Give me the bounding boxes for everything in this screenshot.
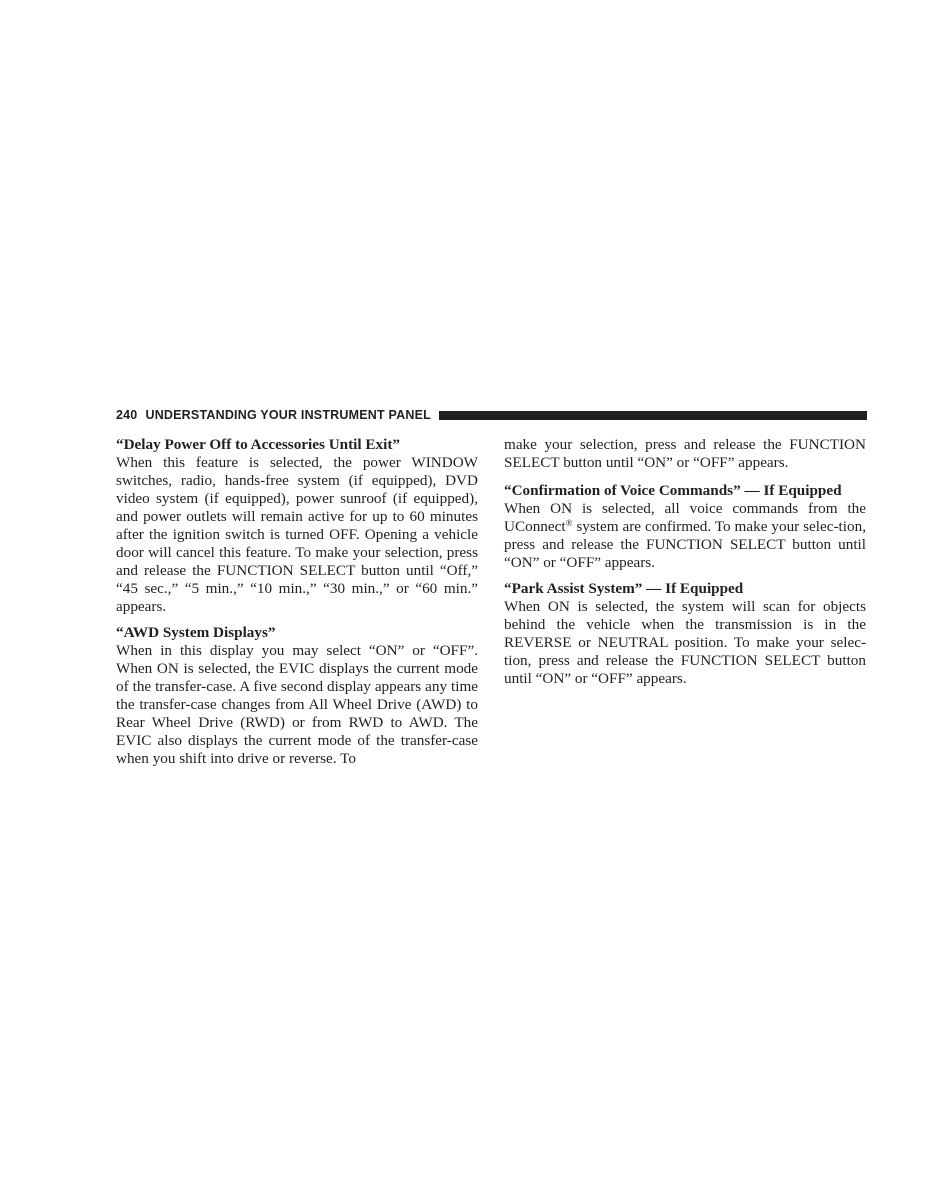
registered-mark: ® <box>565 518 573 528</box>
body-text-before-mark: When ON is selected, all voice commands from the UConnect <box>504 500 866 535</box>
section-body: When this feature is selected, the power WINDOW switches, radio, hands-free system (if equipped), DVD video system (if equipped), power sunroof (if equipped), and power outlets will remain active for up to 60 minutes after the ignition switch is turned OFF. Opening a vehicle door will cancel this feature. To make your selection, press and release the FUNCTION SELECT button until “Off,” “45 sec.,” “5 min.,” “10 min.,” “30 min.,” or “60 min.” appears. <box>116 454 478 615</box>
header-rule <box>439 411 867 420</box>
section-heading: “Delay Power Off to Accessories Until Exit” <box>116 436 401 453</box>
section-confirmation-voice-commands <box>504 482 866 572</box>
section-park-assist-system <box>504 580 866 688</box>
section-heading: “Park Assist System” — If Equipped <box>504 580 744 597</box>
section-body <box>504 500 866 572</box>
running-title: UNDERSTANDING YOUR INSTRUMENT PANEL <box>145 408 431 422</box>
section-body: When ON is selected, the system will scan for objects behind the vehicle when the transmission is in the REVERSE or NEUTRAL position. To make your selec-tion, press and release the FUNCTION SELECT button until “ON” or “OFF” appears. <box>504 598 866 687</box>
page-header <box>116 407 867 423</box>
section-heading: “Confirmation of Voice Commands” — If Equipped <box>504 482 842 499</box>
section-body: When in this display you may select “ON” or “OFF”. When ON is selected, the EVIC displays the current mode of the transfer-case. A five second display appears any time the transfer-case changes from All Wheel Drive (AWD) to Rear Wheel Drive (RWD) or from RWD to AWD. The EVIC also displays the current mode of the transfer-case when you shift into drive or reverse. To <box>116 642 478 767</box>
section-awd-system-displays <box>116 624 478 768</box>
section-delay-power-off <box>116 436 478 616</box>
page-number: 240 <box>116 408 138 422</box>
right-column <box>504 436 866 696</box>
section-heading: “AWD System Displays” <box>116 624 276 641</box>
left-column <box>116 436 478 776</box>
body-text-after-mark: system are confirmed. To make your selec-tion, press and release the FUNCTION SELECT button until “ON” or “OFF” appears. <box>504 518 866 571</box>
continued-text: make your selection, press and release the FUNCTION SELECT button until “ON” or “OFF” appears. <box>504 436 866 471</box>
